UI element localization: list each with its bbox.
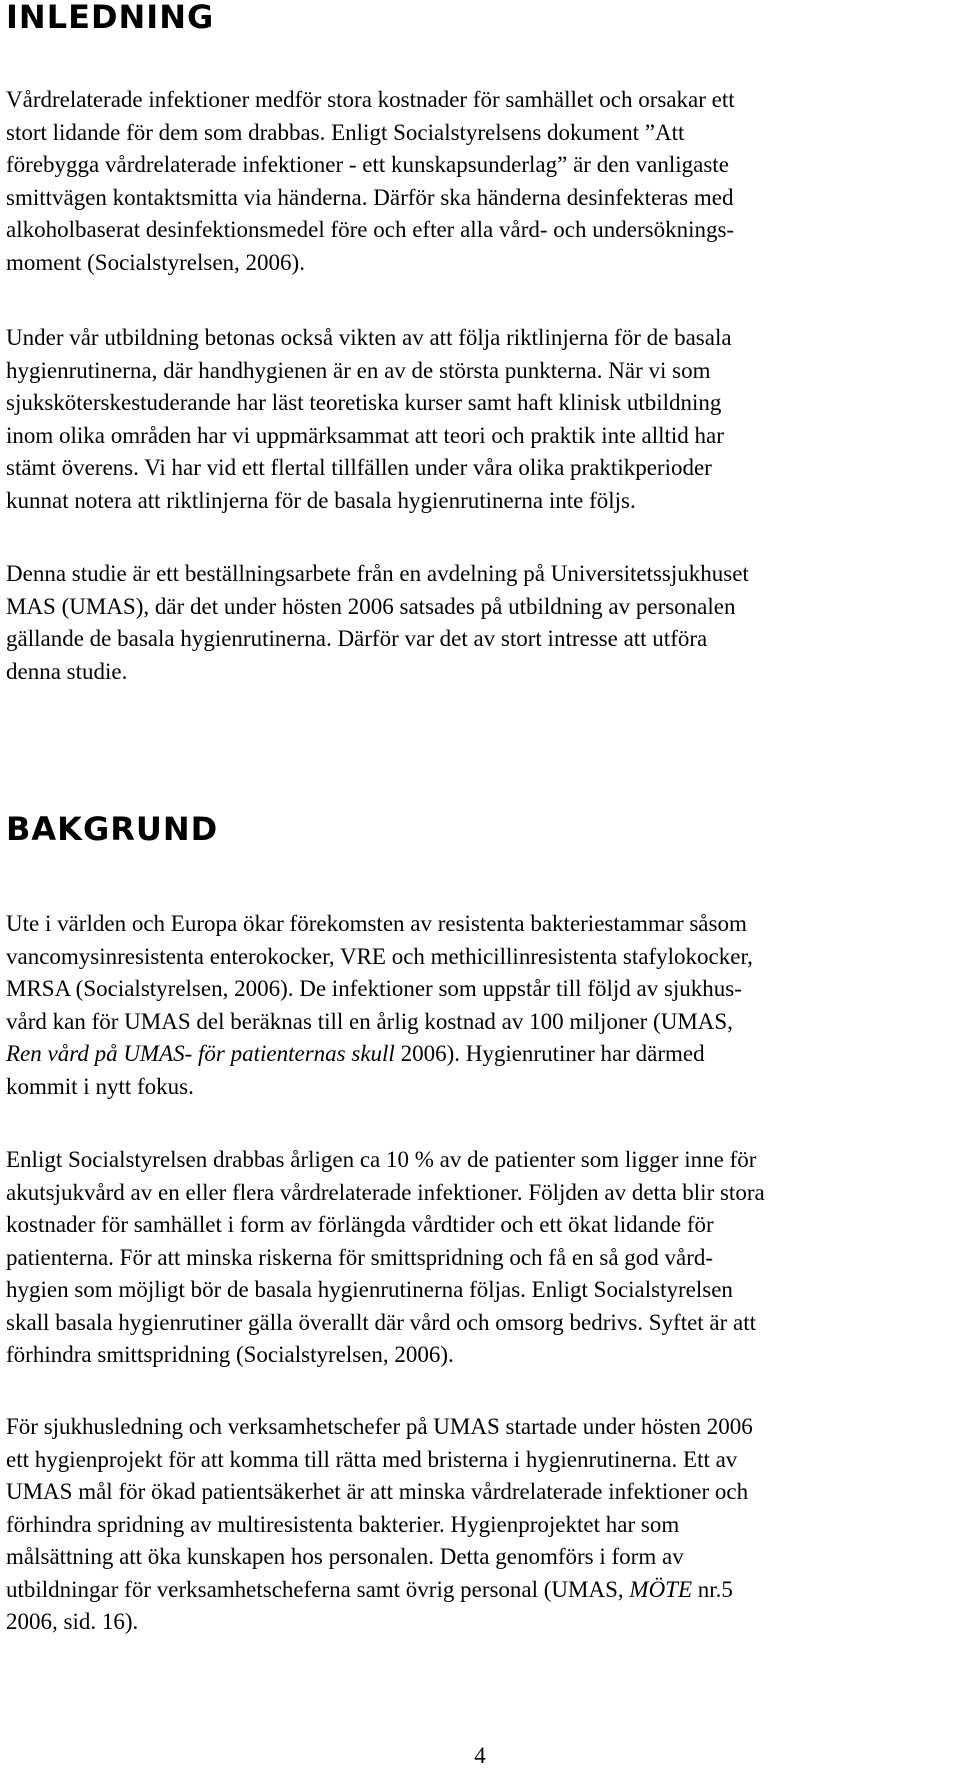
text-line: kommit i nytt fokus. <box>6 1073 194 1099</box>
text-line: förhindra spridning av multiresistenta bakterier. Hygienprojektet har som <box>6 1511 680 1537</box>
text-line: vård kan för UMAS del beräknas till en årlig kostnad av 100 miljoner (UMAS, <box>6 1008 733 1034</box>
text-line: förhindra smittspridning (Socialstyrelsen, 2006). <box>6 1342 454 1367</box>
text-line: hygien som möjligt bör de basala hygienrutinerna följas. Enligt Socialstyrelsen <box>6 1277 733 1302</box>
text-line: stämt överens. Vi har vid ett flertal tillfällen under våra olika praktikperioder <box>6 455 712 480</box>
paragraph-bakgrund-3 <box>6 1411 946 1639</box>
text-fragment: nr.5 <box>692 1576 733 1602</box>
paragraph-bakgrund-1 <box>6 908 946 1103</box>
text-line: patienterna. För att minska riskerna för smittspridning och få en så god vård- <box>6 1244 714 1270</box>
paragraph-bakgrund-2 <box>6 1144 946 1372</box>
text-line: 2006, sid. 16). <box>6 1609 139 1634</box>
paragraph-inledning-1 <box>6 84 946 279</box>
text-fragment: 2006). Hygienrutiner har därmed <box>394 1041 705 1066</box>
section-heading-bakgrund: BAKGRUND <box>6 810 219 848</box>
text-fragment: utbildningar för verksamhetscheferna samt övrig personal (UMAS, <box>6 1576 630 1602</box>
text-line <box>6 1574 946 1607</box>
text-line: stort lidande för dem som drabbas. Enligt Socialstyrelsens dokument ”Att <box>6 119 685 145</box>
text-line: Enligt Socialstyrelsen drabbas årligen ca 10 % av de patienter som ligger inne för <box>6 1147 757 1172</box>
italic-reference-title: MÖTE <box>629 1576 693 1602</box>
italic-reference-title: Ren vård på UMAS- för patienternas skull <box>6 1041 395 1066</box>
section-heading-inledning: INLEDNING <box>6 0 215 36</box>
text-line: akutsjukvård av en eller flera vårdrelaterade infektioner. Följden av detta blir stora <box>6 1179 765 1205</box>
paragraph-inledning-3 <box>6 558 946 688</box>
text-line: denna studie. <box>6 658 128 684</box>
text-line <box>6 1038 946 1071</box>
text-line: smittvägen kontaktsmitta via händerna. Därför ska händerna desinfekteras med <box>6 184 734 210</box>
text-line: förebygga vårdrelaterade infektioner - ett kunskapsunderlag” är den vanligaste <box>6 152 729 177</box>
text-line: moment (Socialstyrelsen, 2006). <box>6 249 305 275</box>
text-line: alkoholbaserat desinfektionsmedel före och efter alla vård- och undersöknings- <box>6 217 735 242</box>
text-line: hygienrutinerna, där handhygienen är en av de största punkterna. När vi som <box>6 357 711 383</box>
text-line: målsättning att öka kunskapen hos personalen. Detta genomförs i form av <box>6 1544 684 1569</box>
text-line: kostnader för samhället i form av förlängda vårdtider och ett ökat lidande för <box>6 1212 714 1237</box>
text-line: MRSA (Socialstyrelsen, 2006). De infektioner som uppstår till följd av sjukhus- <box>6 976 742 1001</box>
text-line: gällande de basala hygienrutinerna. Därför var det av stort intresse att utföra <box>6 626 708 651</box>
text-line: Under vår utbildning betonas också vikten av att följa riktlinjerna för de basala <box>6 325 732 350</box>
paragraph-inledning-2 <box>6 322 946 517</box>
text-line: Ute i världen och Europa ökar förekomsten av resistenta bakteriestammar såsom <box>6 911 747 936</box>
text-line: kunnat notera att riktlinjerna för de basala hygienrutinerna inte följs. <box>6 487 636 513</box>
text-line: MAS (UMAS), där det under hösten 2006 satsades på utbildning av personalen <box>6 593 736 619</box>
text-line: Denna studie är ett beställningsarbete från en avdelning på Universitetssjukhuset <box>6 561 749 586</box>
text-line: inom olika områden har vi uppmärksammat att teori och praktik inte alltid har <box>6 422 724 448</box>
text-line: Vårdrelaterade infektioner medför stora kostnader för samhället och orsakar ett <box>6 87 735 112</box>
text-line: vancomysinresistenta enterokocker, VRE och methicillinresistenta stafylokocker, <box>6 943 753 969</box>
text-line: ett hygienprojekt för att komma till rätta med bristerna i hygienrutinerna. Ett av <box>6 1446 738 1472</box>
page-number: 4 <box>474 1743 486 1768</box>
text-line: sjuksköterskestuderande har läst teoretiska kurser samt haft klinisk utbildning <box>6 390 722 415</box>
text-line: För sjukhusledning och verksamhetschefer på UMAS startade under hösten 2006 <box>6 1414 753 1439</box>
text-line: UMAS mål för ökad patientsäkerhet är att minska vårdrelaterade infektioner och <box>6 1479 749 1504</box>
text-line: skall basala hygienrutiner gälla överallt där vård och omsorg bedrivs. Syftet är att <box>6 1309 757 1335</box>
